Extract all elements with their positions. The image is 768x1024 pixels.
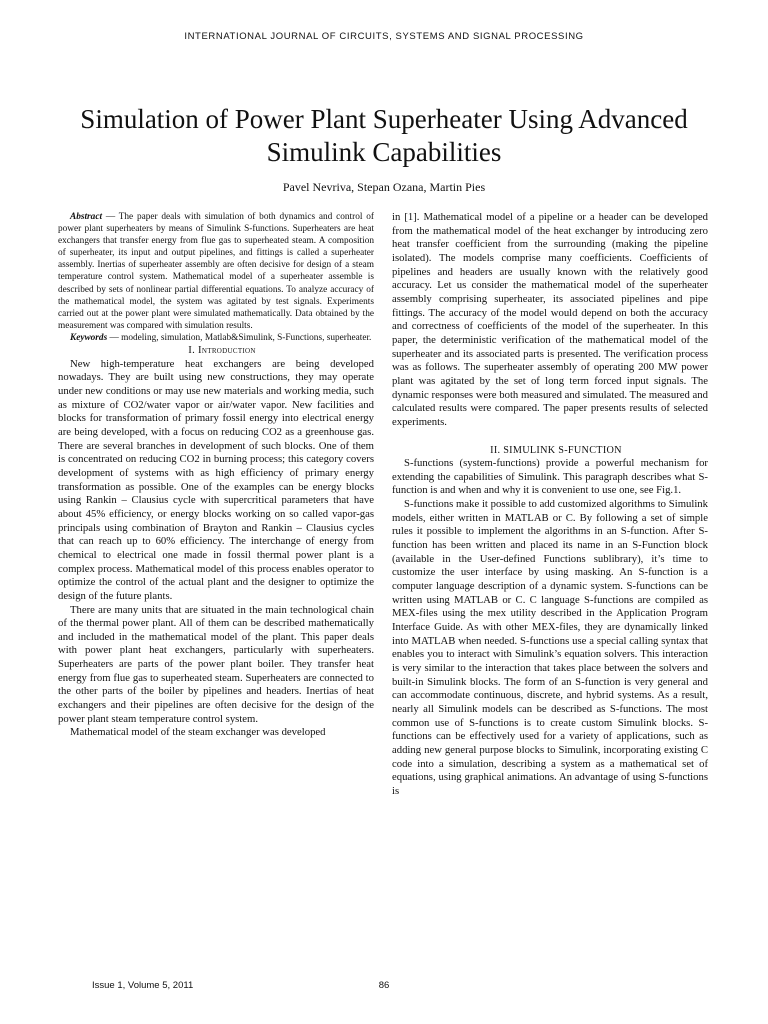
intro-paragraph-2: There are many units that are situated in the main technological chain of the thermal power plant. All of them can be described mathematically and included in the mathematical model of the plant. This paper deals with power plant heat exchangers, particularly with superheaters. Superheaters are parts of the power plant boiler. They transfer heat energy from flue gas to superheated steam. Superheaters are connected to the other parts of the boiler by pipelines and headers. Inertias of heat exchangers and their pipelines are often decisive for the design of the power plant steam temperature control system. xyxy=(58,603,374,725)
intro-paragraph-3-continued: in [1]. Mathematical model of a pipeline or a header can be developed from the mathematical model of the heat exchanger by introducing zero heat transfer coefficient from the surrounding (making the pipeline isolated). The models comprise many coefficients. Coefficients of pipelines and headers are usually known with the relatively good accuracy. Let us consider the mathematical model of the superheater assembly comprising superheater, its associated pipelines and pipe fittings. The accuracy of the model would depend on both the accuracy and correctness of coefficients of the model of the superheater. In this paper, the deterministic verification of the mathematical model of the superheater and its associated parts is presented. The verification process was as follows. The superheater assembly of operating 200 MW power plant was agitated by the set of long term forced input signals. The dynamic responses were both measured and simulated. The measured and calculated results were compared. The paper presents results of selected experiments. xyxy=(392,211,708,428)
section-heading-simulink-s-function: II. SIMULINK S-FUNCTION xyxy=(490,444,622,456)
keywords-label: Keywords xyxy=(70,332,108,343)
keywords xyxy=(58,332,374,344)
section-heading-introduction: I. Introduction xyxy=(188,344,256,357)
paper-authors: Pavel Nevriva, Stepan Ozana, Martin Pies xyxy=(282,180,486,194)
left-column xyxy=(58,211,374,740)
paper-title: Simulation of Power Plant Superheater Using Advanced Simulink Capabilities xyxy=(80,104,688,167)
abstract-text: — The paper deals with simulation of both dynamics and control of power plant superheaters by means of Simulink S-functions. Superheaters are heat exchangers that transfer energy from flue gas to superheated steam. A composition of superheater, its input and output pipelines, and fittings is called a superheater assembly. Inertias of superheater assembly are often decisive for design of a steam temperature control system. Mathematical model of a superheater assemble is described by sets of nonlinear partial differential equations. To analyze accuracy of the mathematical model, the system was agitated by test signals. Experiments carried out at the power plant were simulated mathematically. Data obtained by the measurement was compared with simulation results. xyxy=(58,212,374,331)
right-column xyxy=(392,211,708,799)
journal-header: INTERNATIONAL JOURNAL OF CIRCUITS, SYSTEMS AND SIGNAL PROCESSING xyxy=(184,31,584,42)
abstract-label: Abstract xyxy=(70,212,103,222)
keywords-text: — modeling, simulation, Matlab&Simulink, S-Functions, superheater. xyxy=(107,332,372,343)
footer-page-number: 86 xyxy=(378,980,390,991)
abstract xyxy=(58,211,374,332)
footer-issue: Issue 1, Volume 5, 2011 xyxy=(92,980,194,991)
sfunction-paragraph-2: S-functions make it possible to add customized algorithms to Simulink models, either written in MATLAB or C. By following a set of simple rules it possible to implement the algorithms in an S-function. After S-function has been written and placed its name in an S-Function block (available in the User-defined Functions sublibrary), it’s time to customize the user interface by using masking. An S-function is a computer language description of a dynamic system. S-functions can be written using MATLAB or C. C language S-functions are compiled as MEX-files using the mex utility described in the Application Program Interface Guide. As with other MEX-files, they are dynamically linked into MATLAB when needed. S-functions use a special calling syntax that enables you to interact with Simulink’s equation solvers. This interaction is very similar to the interaction that takes place between the solvers and built-in Simulink blocks. The form of an S-function is very general and can accommodate continuous, discrete, and hybrid systems. As a result, nearly all Simulink models can be described as S-functions. The most common use of S-functions is to create custom Simulink blocks. S-functions can be effectively used for a variety of applications, such as adding new general purpose blocks to Simulink, incorporating existing C code into a simulation, describing a system as a mathematical set of equations, using graphical animations. An advantage of using S-functions is xyxy=(392,498,708,797)
sfunction-paragraph-1: S-functions (system-functions) provide a powerful mechanism for extending the capabilities of Simulink. This paragraph describes what S-function is and when and why it is convenient to use one, see Fig.1. xyxy=(392,457,708,497)
intro-paragraph-1: New high-temperature heat exchangers are being developed nowadays. They are built using new constructions, they may operate under new conditions or may use new materials and working media, such as mixture of CO2/water vapor or air/water vapor. New facilities and blocks for transformation of primary fossil energy into electrical energy are being developed, with a focus on reducing CO2 as a greenhouse gas. There are several branches in development of such blocks. One of them is concentrated on reducing CO2 in burning process; this category covers development of systems with as high efficiency of primary energy transformation as possible. One of the examples can be energy blocks using Rankin – Clausius cycle with supercritical parameters that have about 45% efficiency, or energy blocks working on so called vapor-gas principals using combination of Brayton and Rankin – Clausius cycles that can reach up to 60% efficiency. The interchange of energy from chemical to electrical one made in fossil thermal power plant is a complex process. Mathematical model of this process enables operator to optimize the control of the actual plant and the designer to optimize the design of the future plants. xyxy=(58,357,374,602)
intro-paragraph-3: Mathematical model of the steam exchanger was developed xyxy=(70,726,326,739)
